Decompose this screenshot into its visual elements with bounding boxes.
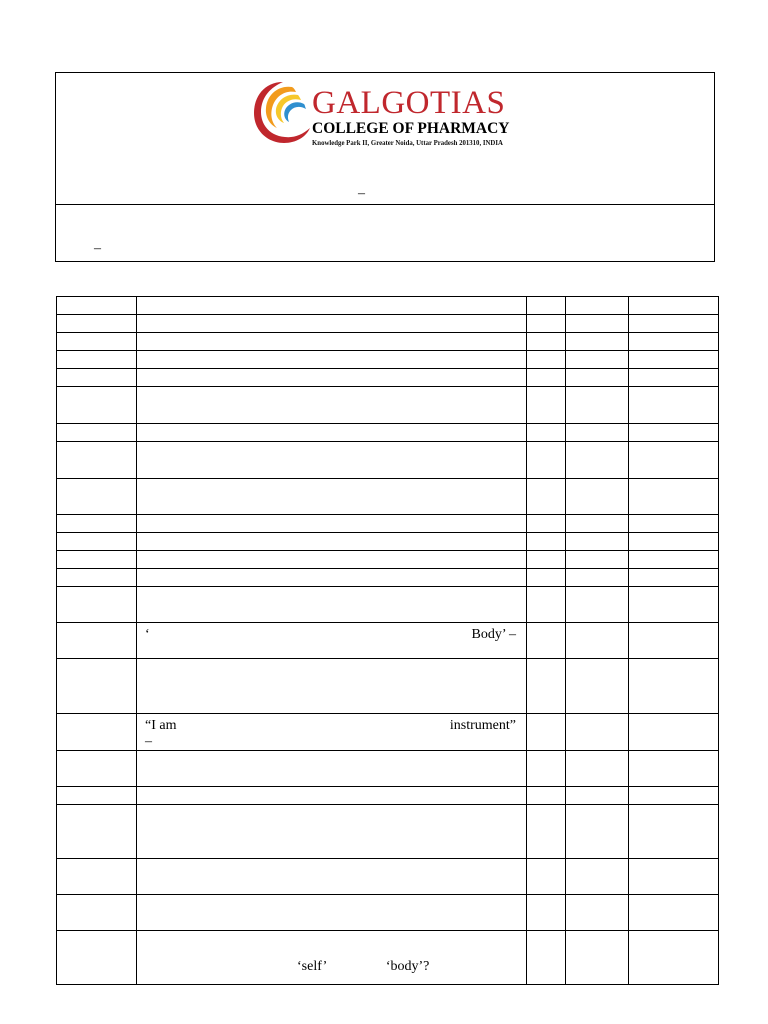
table-row bbox=[57, 333, 719, 351]
college-subtitle: COLLEGE OF PHARMACY bbox=[312, 120, 510, 137]
table-row bbox=[57, 587, 719, 623]
table-row bbox=[57, 787, 719, 805]
header-divider bbox=[56, 204, 714, 205]
table-row bbox=[57, 659, 719, 714]
table-row bbox=[57, 351, 719, 369]
table-row bbox=[57, 369, 719, 387]
table-row bbox=[57, 387, 719, 424]
question-text-body: ‘body’? bbox=[385, 959, 430, 974]
question-text-right: Body’ – bbox=[471, 627, 516, 642]
question-text-right: instrument” bbox=[449, 718, 516, 733]
table-row bbox=[57, 859, 719, 895]
table-row bbox=[57, 895, 719, 931]
table-row bbox=[57, 714, 719, 751]
logo-swirl-icon bbox=[252, 79, 314, 145]
college-address: Knowledge Park II, Greater Noida, Uttar Pradesh 201310, INDIA bbox=[312, 139, 503, 147]
table-row bbox=[57, 515, 719, 533]
header-dash-top: – bbox=[358, 186, 365, 201]
question-cell bbox=[137, 623, 527, 659]
table-row bbox=[57, 297, 719, 315]
question-text-self: ‘self’ bbox=[297, 959, 328, 974]
table-row bbox=[57, 623, 719, 659]
header-dash-bottom: – bbox=[94, 241, 101, 256]
question-table bbox=[56, 296, 719, 985]
table-row bbox=[57, 551, 719, 569]
college-logo bbox=[252, 79, 532, 145]
question-text-left: ‘ bbox=[145, 627, 150, 642]
question-cell bbox=[137, 931, 527, 985]
table-row bbox=[57, 751, 719, 787]
table-row bbox=[57, 424, 719, 442]
college-brand-name: GALGOTIAS bbox=[312, 85, 506, 121]
table-row bbox=[57, 479, 719, 515]
table-row bbox=[57, 533, 719, 551]
question-text-continuation: – bbox=[145, 734, 152, 749]
question-cell bbox=[137, 714, 527, 751]
table-row bbox=[57, 931, 719, 985]
table-row bbox=[57, 805, 719, 859]
table-row bbox=[57, 569, 719, 587]
header-box bbox=[55, 72, 715, 262]
table-row bbox=[57, 315, 719, 333]
question-text-left: “I am bbox=[145, 718, 177, 733]
logo-text-block bbox=[312, 87, 509, 147]
table-row bbox=[57, 442, 719, 479]
